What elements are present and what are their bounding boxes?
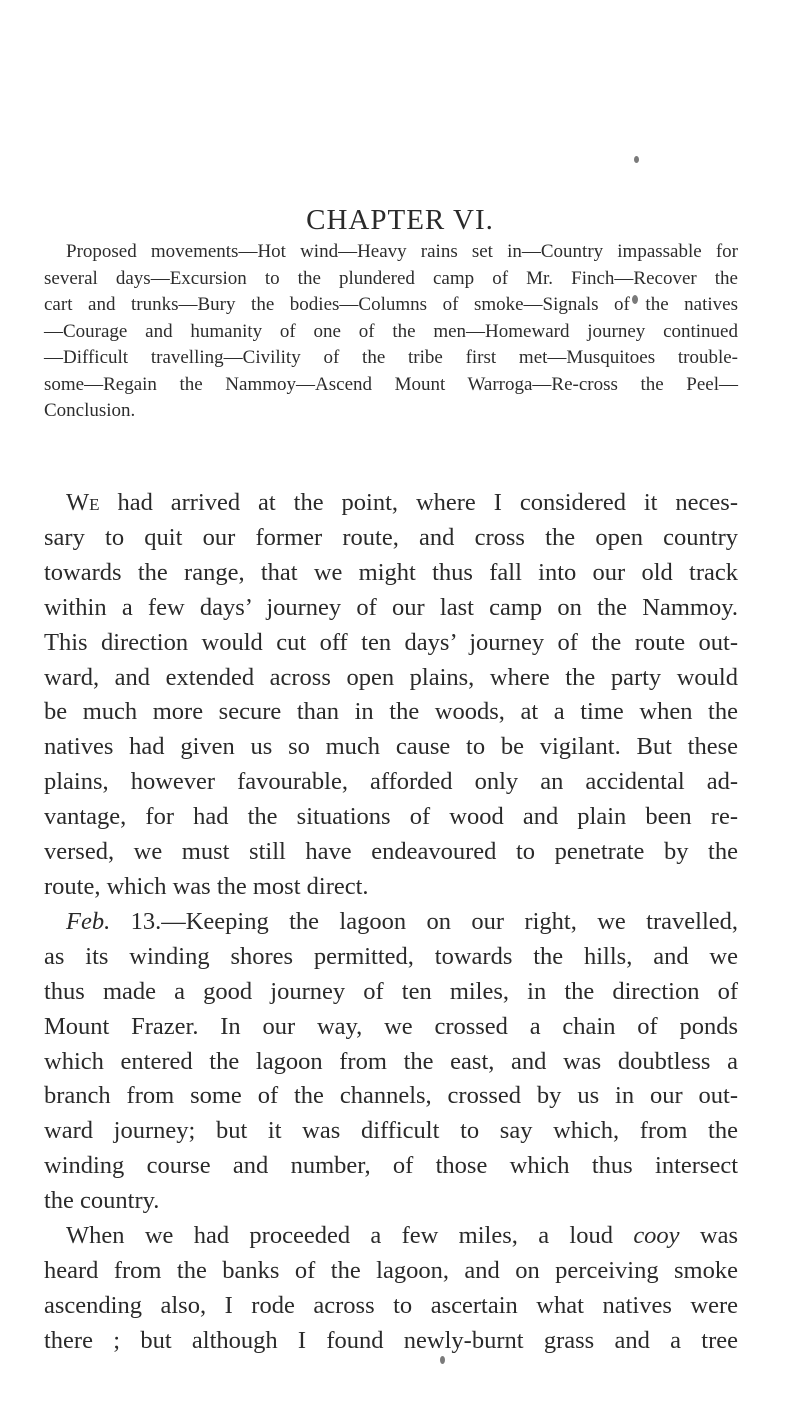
summary-line: Conclusion. bbox=[44, 400, 136, 421]
line-text: 13.—Keeping the lagoon on our right, we travelled, bbox=[110, 907, 738, 935]
ink-speck bbox=[634, 156, 639, 163]
line-text: was bbox=[679, 1222, 738, 1250]
body-line: heard from the banks of the lagoon, and on perceiving smoke bbox=[44, 1256, 738, 1284]
italic-word: cooy bbox=[633, 1222, 680, 1250]
summary-line: —Difficult travelling—Civility of the tribe first met—Musquitoes trouble- bbox=[44, 347, 738, 368]
body-line: there ; but although I found newly-burnt grass and a tree bbox=[44, 1326, 738, 1354]
summary-line: Proposed movements—Hot wind—Heavy rains set in—Country impassable for bbox=[66, 241, 738, 262]
chapter-title: CHAPTER VI. bbox=[306, 204, 494, 236]
summary-line: several days—Excursion to the plundered camp of Mr. Finch—Recover the bbox=[44, 267, 738, 289]
body-line: be much more secure than in the woods, at a time when the bbox=[44, 698, 738, 726]
paragraph-first-line bbox=[44, 486, 738, 521]
date-label: Feb. bbox=[66, 907, 111, 935]
body-line: which entered the lagoon from the east, and was doubtless a bbox=[44, 1047, 738, 1075]
chapter-summary bbox=[44, 239, 738, 425]
paragraph-first-line bbox=[44, 905, 738, 940]
summary-line: some—Regain the Nammoy—Ascend Mount Warroga—Re-cross the Peel— bbox=[44, 373, 738, 395]
summary-line: —Courage and humanity of one of the men—Homeward journey continued bbox=[44, 320, 738, 342]
body-line: within a few days’ journey of our last camp on the Nammoy. bbox=[44, 593, 738, 621]
body-line: the country. bbox=[44, 1187, 160, 1215]
body-line: thus made a good journey of ten miles, in the direction of bbox=[44, 977, 738, 1005]
body-text bbox=[44, 486, 738, 1359]
body-line: towards the range, that we might thus fall into our old track bbox=[44, 558, 738, 586]
body-line: ascending also, I rode across to ascertain what natives were bbox=[44, 1291, 738, 1319]
body-line: vantage, for had the situations of wood and plain been re- bbox=[44, 803, 738, 831]
opening-word: We bbox=[66, 489, 100, 516]
summary-line: cart and trunks—Bury the bodies—Columns of smoke—Signals of the natives bbox=[44, 294, 738, 315]
paragraph-first-line bbox=[44, 1219, 738, 1254]
body-line: winding course and number, of those which thus intersect bbox=[44, 1152, 738, 1180]
body-line: branch from some of the channels, crossed by us in our out- bbox=[44, 1082, 738, 1110]
line-text: had arrived at the point, where I considered it neces- bbox=[99, 489, 738, 516]
line-text: When we had proceeded a few miles, a loud bbox=[66, 1222, 634, 1250]
body-line: versed, we must still have endeavoured to penetrate by the bbox=[44, 838, 738, 866]
body-line: This direction would cut off ten days’ journey of the route out- bbox=[44, 628, 738, 656]
body-line: plains, however favourable, afforded only an accidental ad- bbox=[44, 768, 738, 796]
body-line: as its winding shores permitted, towards the hills, and we bbox=[44, 942, 738, 970]
body-line: ward, and extended across open plains, where the party would bbox=[44, 663, 738, 691]
body-line: Mount Frazer. In our way, we crossed a chain of ponds bbox=[44, 1012, 738, 1040]
body-line: natives had given us so much cause to be vigilant. But these bbox=[44, 733, 738, 761]
body-line: route, which was the most direct. bbox=[44, 872, 369, 900]
body-line: ward journey; but it was difficult to say which, from the bbox=[44, 1117, 738, 1145]
body-line: sary to quit our former route, and cross the open country bbox=[44, 523, 738, 551]
